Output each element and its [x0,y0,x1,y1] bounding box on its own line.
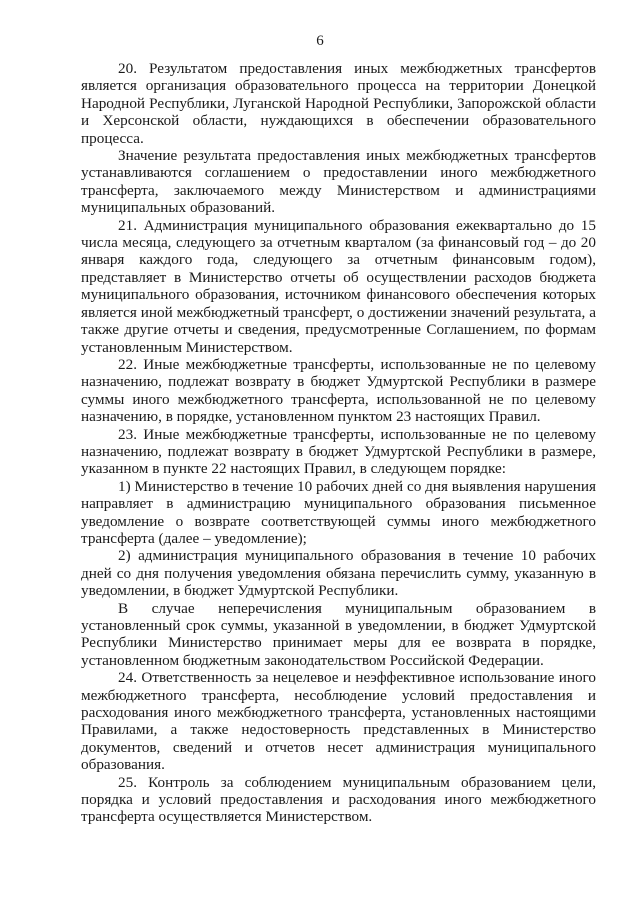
paragraph-25: 25. Контроль за соблюдением муниципальным образованием цели, порядка и условий предоставления и расходования иного межбюджетного трансферта осуществляется Министерством. [81,773,596,826]
paragraph-23-item-2: 2) администрация муниципального образования в течение 10 рабочих дней со дня получения уведомления обязана перечислить сумму, указанную в уведомлении, в бюджет Удмуртской Республики. [81,547,596,600]
paragraph-20: 20. Результатом предоставления иных межбюджетных трансфертов является организация образовательного процесса на территории Донецкой Народной Республики, Луганской Народной Республики, Запорожской области и Херсонской области, нуждающихся в обеспечении образовательного процесса. [81,60,596,147]
paragraph-24: 24. Ответственность за нецелевое и неэффективное использование иного межбюджетного трансферта, несоблюдение условий предоставления и расходования иного межбюджетного трансферта, установленных настоящими Правилами, а также недостоверность представленных в Министерство документов, сведений и отчетов несет администрация муниципального образования. [81,669,596,774]
paragraph-23-non-transfer: В случае неперечисления муниципальным образованием в установленный срок суммы, указанной в уведомлении, в бюджет Удмуртской Республики Министерство принимает меры для ее возврата в порядке, установленном бюджетным законодательством Российской Федерации. [81,599,596,669]
page-number: 6 [316,33,324,49]
paragraph-23: 23. Иные межбюджетные трансферты, использованные не по целевому назначению, подлежат возврату в бюджет Удмуртской Республики в размере, указанном в пункте 22 настоящих Правил, в следующем порядке: [81,425,596,478]
paragraph-20-result-value: Значение результата предоставления иных межбюджетных трансфертов устанавливаются соглашением о предоставлении иного межбюджетного трансферта, заключаемого между Министерством и администрациями муниципальных образований. [81,147,596,217]
document-body [81,60,596,826]
paragraph-22: 22. Иные межбюджетные трансферты, использованные не по целевому назначению, подлежат возврату в бюджет Удмуртской Республики в размере суммы иного межбюджетного трансферта, использованной не по целевому назначению, в порядке, установленном пунктом 23 настоящих Правил. [81,355,596,426]
paragraph-21: 21. Администрация муниципального образования ежеквартально до 15 числа месяца, следующего за отчетным кварталом (за финансовый год – до 20 января каждого года, следующего за отчетным финансовым годом), представляет в Министерство отчеты об осуществлении расходов бюджета муниципального образования, источником финансового обеспечения которых является иной межбюджетный трансферт, о достижении значений результата, а также другие отчеты и сведения, предусмотренные Соглашением, по формам установленным Министерством. [81,216,596,356]
paragraph-23-item-1: 1) Министерство в течение 10 рабочих дней со дня выявления нарушения направляет в администрацию муниципального образования письменное уведомление о возврате соответствующей суммы иного межбюджетного трансферта (далее – уведомление); [81,477,596,547]
